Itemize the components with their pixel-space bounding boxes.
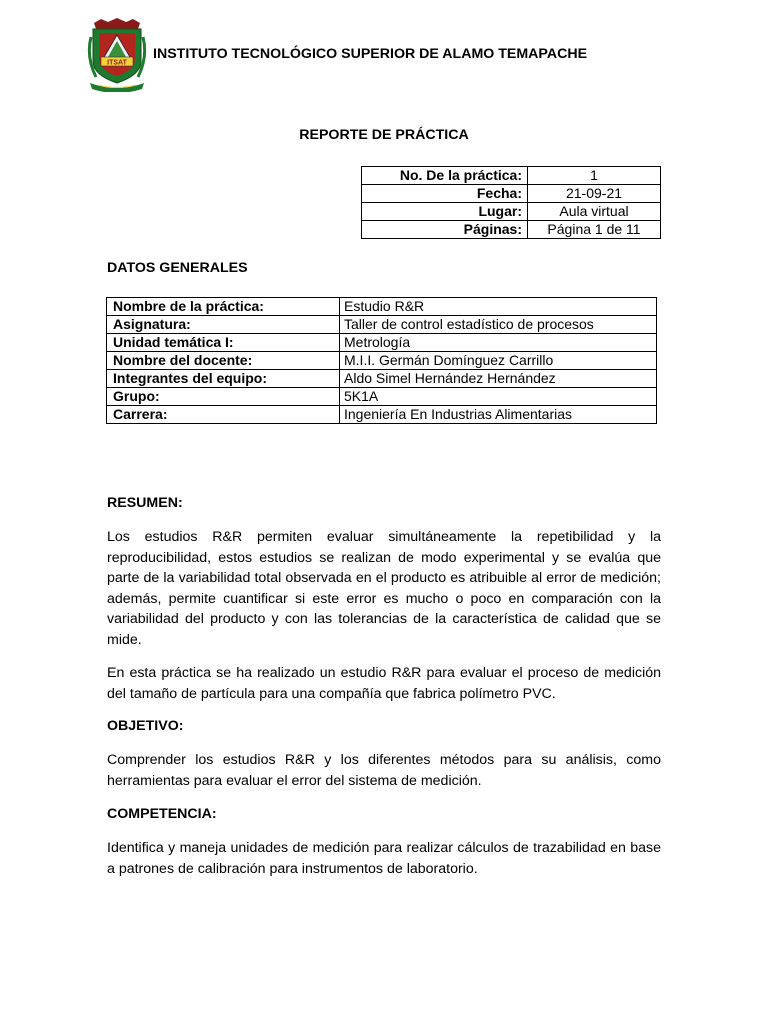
institute-name: INSTITUTO TECNOLÓGICO SUPERIOR DE ALAMO TEMAPACHE [153,46,588,62]
table-row [362,221,661,239]
career-label: Carrera: [107,406,340,424]
table-row [107,352,657,370]
group-label: Grupo: [107,388,340,406]
teacher-label: Nombre del docente: [107,352,340,370]
date-label: Fecha: [362,185,528,203]
pages-label: Páginas: [362,221,528,239]
general-data-table [106,297,657,424]
resumen-paragraph-1: Los estudios R&R permiten evaluar simultáneamente la repetibilidad y la reproducibilidad, estos estudios se realizan de modo experimental y se evalúa que parte de la variabilidad total observada en el producto es atribuible al error de medición; además, permite cuantificar si este error es mucho o poco en comparación con la variabilidad del producto y con las tolerancias de la característica de calidad que se mide. [107,529,661,648]
place-label: Lugar: [362,203,528,221]
table-row [107,406,657,424]
table-row [107,388,657,406]
objetivo-heading: OBJETIVO: [107,718,184,734]
subject-value: Taller de control estadístico de procesos [340,316,657,334]
objetivo-paragraph: Comprender los estudios R&R y los diferentes métodos para su análisis, como herramientas para evaluar el error del sistema de medición. [107,752,661,789]
thematic-unit-value: Metrología [340,334,657,352]
group-value: 5K1A [340,388,657,406]
practice-name-label: Nombre de la práctica: [107,298,340,316]
place-value: Aula virtual [528,203,661,221]
thematic-unit-label: Unidad temática I: [107,334,340,352]
document-header [86,17,686,93]
team-members-value: Aldo Simel Hernández Hernández [340,370,657,388]
teacher-value: M.I.I. Germán Domínguez Carrillo [340,352,657,370]
table-row [107,316,657,334]
table-row [107,334,657,352]
team-members-label: Integrantes del equipo: [107,370,340,388]
table-row [107,298,657,316]
practice-name-value: Estudio R&R [340,298,657,316]
resumen-paragraph-2: En esta práctica se ha realizado un estudio R&R para evaluar el proceso de medición del tamaño de partícula para una compañía que fabrica polímetro PVC. [107,665,661,702]
resumen-heading: RESUMEN: [107,495,183,511]
career-value: Ingeniería En Industrias Alimentarias [340,406,657,424]
practice-number-value: 1 [528,167,661,185]
logo-lettering: ITSAT [107,59,127,67]
competencia-heading: COMPETENCIA: [107,806,217,822]
general-data-heading: DATOS GENERALES [107,260,248,276]
practice-info-table [361,166,661,239]
table-row [107,370,657,388]
table-row [362,185,661,203]
practice-number-label: No. De la práctica: [362,167,528,185]
report-title: REPORTE DE PRÁCTICA [299,127,469,143]
institute-logo [86,17,148,92]
competencia-paragraph: Identifica y maneja unidades de medición para realizar cálculos de trazabilidad en base a patrones de calibración para instrumentos de laboratorio. [107,840,661,877]
pages-value: Página 1 de 11 [528,221,661,239]
subject-label: Asignatura: [107,316,340,334]
date-value: 21-09-21 [528,185,661,203]
table-row [362,167,661,185]
table-row [362,203,661,221]
